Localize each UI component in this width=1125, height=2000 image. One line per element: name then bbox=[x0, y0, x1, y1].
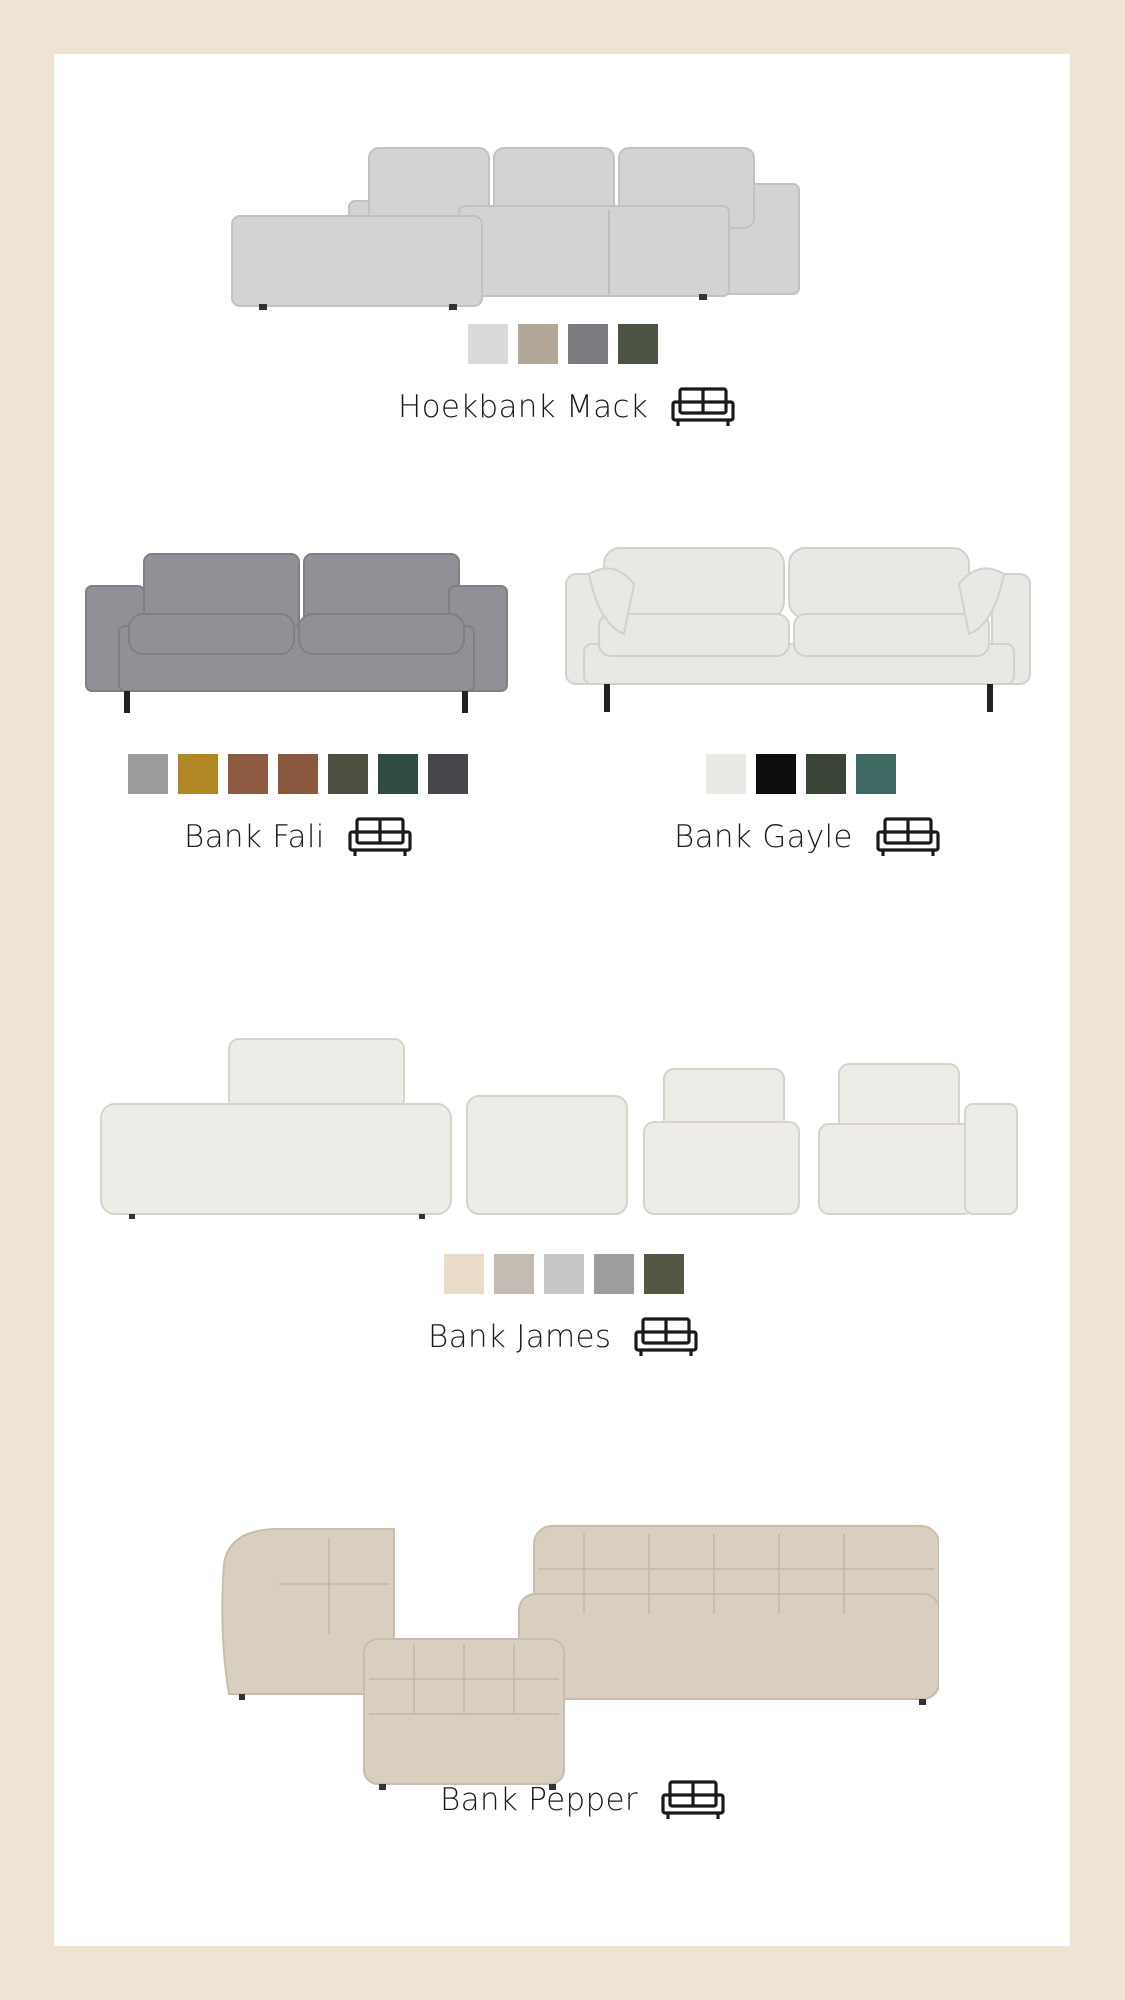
color-swatch[interactable] bbox=[468, 324, 508, 364]
color-swatch[interactable] bbox=[328, 754, 368, 794]
sofa-icon bbox=[633, 1316, 699, 1358]
color-swatch[interactable] bbox=[278, 754, 318, 794]
color-swatches bbox=[128, 754, 468, 794]
color-swatch[interactable] bbox=[228, 754, 268, 794]
color-swatches bbox=[444, 1254, 684, 1294]
product-name: Bank Fali bbox=[184, 819, 325, 855]
color-swatch[interactable] bbox=[618, 324, 658, 364]
product-image-bank-james[interactable] bbox=[99, 1034, 1039, 1224]
product-name: Bank Gayle bbox=[674, 819, 853, 855]
catalog-page bbox=[54, 54, 1070, 1946]
product-image-hoekbank-mack[interactable] bbox=[229, 144, 879, 319]
color-swatch[interactable] bbox=[594, 1254, 634, 1294]
color-swatch[interactable] bbox=[756, 754, 796, 794]
color-swatch[interactable] bbox=[494, 1254, 534, 1294]
color-swatch[interactable] bbox=[428, 754, 468, 794]
product-label bbox=[428, 1316, 699, 1358]
color-swatch[interactable] bbox=[644, 1254, 684, 1294]
product-name: Bank James bbox=[428, 1319, 612, 1355]
color-swatch[interactable] bbox=[128, 754, 168, 794]
color-swatch[interactable] bbox=[444, 1254, 484, 1294]
product-label bbox=[674, 816, 941, 858]
sofa-icon bbox=[347, 816, 413, 858]
product-name: Bank Pepper bbox=[440, 1782, 638, 1818]
product-label bbox=[440, 1779, 726, 1821]
product-image-bank-gayle[interactable] bbox=[564, 544, 1034, 714]
product-label bbox=[398, 386, 736, 428]
color-swatches bbox=[468, 324, 658, 364]
color-swatch[interactable] bbox=[544, 1254, 584, 1294]
color-swatch[interactable] bbox=[518, 324, 558, 364]
sofa-icon bbox=[875, 816, 941, 858]
color-swatches bbox=[706, 754, 896, 794]
sofa-icon bbox=[670, 386, 736, 428]
color-swatch[interactable] bbox=[568, 324, 608, 364]
color-swatch[interactable] bbox=[178, 754, 218, 794]
color-swatch[interactable] bbox=[706, 754, 746, 794]
product-image-bank-pepper[interactable] bbox=[219, 1524, 939, 1794]
color-swatch[interactable] bbox=[378, 754, 418, 794]
product-label bbox=[184, 816, 413, 858]
color-swatch[interactable] bbox=[856, 754, 896, 794]
product-image-bank-fali[interactable] bbox=[84, 544, 509, 714]
product-name: Hoekbank Mack bbox=[398, 389, 649, 425]
sofa-icon bbox=[660, 1779, 726, 1821]
color-swatch[interactable] bbox=[806, 754, 846, 794]
